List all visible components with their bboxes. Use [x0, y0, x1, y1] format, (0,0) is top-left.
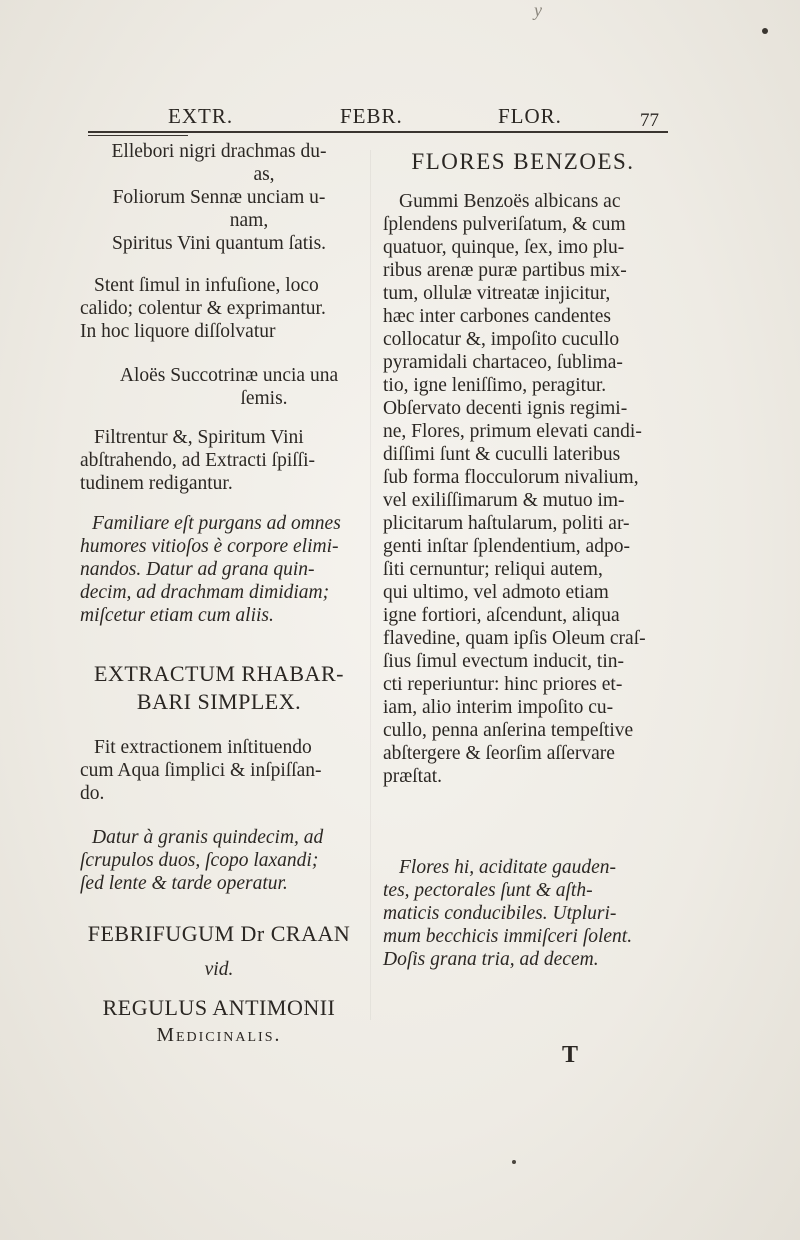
- flores-body: [383, 190, 663, 788]
- body-line: ſius ſimul evectum inducit, tin-: [383, 651, 625, 672]
- rhabarb-text-line: cum Aqua ſimplici & inſpiſſan-: [80, 760, 322, 781]
- header-right: FLOR.: [498, 104, 562, 128]
- ink-dot: [512, 1160, 516, 1164]
- signature-mark: T: [562, 1042, 579, 1068]
- rhabarb-title-line: BARI SIMPLEX.: [136, 689, 302, 714]
- flores-usage-line: Doſis grana tria, ad decem.: [383, 949, 599, 970]
- flores-usage-line: Flores hi, aciditate gauden-: [399, 857, 616, 878]
- regulus-title: REGULUS ANTIMONII: [102, 995, 336, 1020]
- usage-line: miſcetur etiam cum aliis.: [80, 605, 274, 626]
- body-line: cti reperiuntur: hinc priores et-: [383, 674, 623, 695]
- recipe-line: Foliorum Sennæ unciam u-: [112, 187, 326, 208]
- rhabarb-text-line: do.: [80, 783, 105, 804]
- regulus-subtitle: Medicinalis.: [156, 1025, 282, 1046]
- body-line: ribus arenæ puræ partibus mix-: [383, 260, 627, 281]
- body-line: iam, alio interim impoſito cu-: [383, 697, 614, 718]
- body-line: hæc inter carbones candentes: [383, 306, 611, 327]
- rhabarb-dose: [80, 826, 358, 895]
- filter-block: [80, 426, 358, 495]
- flores-usage-line: maticis conducibiles. Utpluri-: [383, 903, 617, 924]
- instruction-line: In hoc liquore diſſolvatur: [80, 321, 276, 342]
- body-line: ſplendens pulveriſatum, & cum: [383, 214, 626, 235]
- rhabarb-title: [80, 660, 358, 716]
- ink-dot: [762, 28, 768, 34]
- body-line: ſub forma flocculorum nivalium,: [383, 467, 639, 488]
- usage-line: decim, ad drachmam dimidiam;: [80, 582, 330, 603]
- filter-line: tudinem redigantur.: [80, 473, 233, 494]
- instruction-block: [80, 274, 358, 343]
- flores-usage-line: mum becchicis immiſceri ſolent.: [383, 926, 633, 947]
- rhabarb-text: [80, 736, 358, 805]
- body-line: Obſervato decenti ignis regimi-: [383, 398, 628, 419]
- instruction-line: Stent ſimul in infuſione, loco: [94, 275, 319, 296]
- body-line: diſſimi ſunt & cuculli lateribus: [383, 444, 621, 465]
- usage-line: Familiare eſt purgans ad omnes: [92, 513, 341, 534]
- aloes-block: [80, 364, 358, 410]
- column-gutter: [370, 150, 371, 1020]
- body-line: abſtergere & ſeorſim aſſervare: [383, 743, 615, 764]
- body-line: ſiti cernuntur; reliqui autem,: [383, 559, 603, 580]
- body-line: ne, Flores, primum elevati candi-: [383, 421, 642, 442]
- body-line: Gummi Benzoës albicans ac: [399, 191, 621, 212]
- header-rule-short: [88, 135, 188, 136]
- recipe-line: nam,: [229, 210, 269, 231]
- flores-title: FLORES BENZOES.: [411, 149, 635, 174]
- corner-pencil-mark: y: [534, 0, 542, 20]
- filter-line: abſtrahendo, ad Extracti ſpiſſi-: [80, 450, 315, 471]
- recipe-line: Ellebori nigri drachmas du-: [111, 141, 327, 162]
- recipe-line: Spiritus Vini quantum ſatis.: [111, 233, 327, 254]
- febrifugum-ref: vid.: [204, 959, 234, 980]
- flores-usage-line: tes, pectorales ſunt & aſth-: [383, 880, 593, 901]
- rhabarb-text-line: Fit extractionem inſtituendo: [94, 737, 312, 758]
- body-line: plicitarum haſtularum, politi ar-: [383, 513, 630, 534]
- filter-line: Filtrentur &, Spiritum Vini: [94, 427, 304, 448]
- aloes-line: ſemis.: [240, 388, 288, 409]
- body-line: collocatur &, impoſito cucullo: [383, 329, 620, 350]
- body-line: præſtat.: [383, 766, 443, 787]
- usage-line: humores vitioſos è corpore elimi-: [80, 536, 339, 557]
- header-rule: [88, 131, 668, 133]
- body-line: qui ultimo, vel admoto etiam: [383, 582, 609, 603]
- recipe-block: [80, 140, 358, 255]
- body-line: igne fortiori, aſcendunt, aliqua: [383, 605, 620, 626]
- aloes-line: Aloës Succotrinæ uncia una: [119, 365, 339, 386]
- rhabarb-dose-line: ſcrupulos duos, ſcopo laxandi;: [80, 850, 319, 871]
- body-line: quatuor, quinque, ſex, imo plu-: [383, 237, 625, 258]
- body-line: cullo, penna anſerina tempeſtive: [383, 720, 634, 741]
- rhabarb-title-line: EXTRACTUM RHABAR-: [94, 661, 344, 686]
- page-number: 77: [640, 110, 659, 131]
- febrifugum-title: FEBRIFUGUM Dr CRAAN: [87, 921, 351, 946]
- flores-usage: [383, 856, 663, 971]
- rhabarb-dose-line: Datur à granis quindecim, ad: [92, 827, 324, 848]
- body-line: tum, ollulæ vitreatæ injicitur,: [383, 283, 611, 304]
- header-middle: FEBR.: [340, 104, 403, 128]
- rhabarb-dose-line: ſed lente & tarde operatur.: [80, 873, 288, 894]
- header-left: EXTR.: [168, 104, 234, 128]
- recipe-line: as,: [253, 164, 275, 185]
- body-line: tio, igne leniſſimo, peragitur.: [383, 375, 607, 396]
- instruction-line: calido; colentur & exprimantur.: [80, 298, 326, 319]
- body-line: vel exiliſſimarum & mutuo im-: [383, 490, 625, 511]
- usage-block: [80, 512, 358, 627]
- body-line: genti inſtar ſplendentium, adpo-: [383, 536, 630, 557]
- body-line: pyramidali chartaceo, ſublima-: [383, 352, 623, 373]
- body-line: flavedine, quam ipſis Oleum craſ-: [383, 628, 646, 649]
- usage-line: nandos. Datur ad grana quin-: [80, 559, 315, 580]
